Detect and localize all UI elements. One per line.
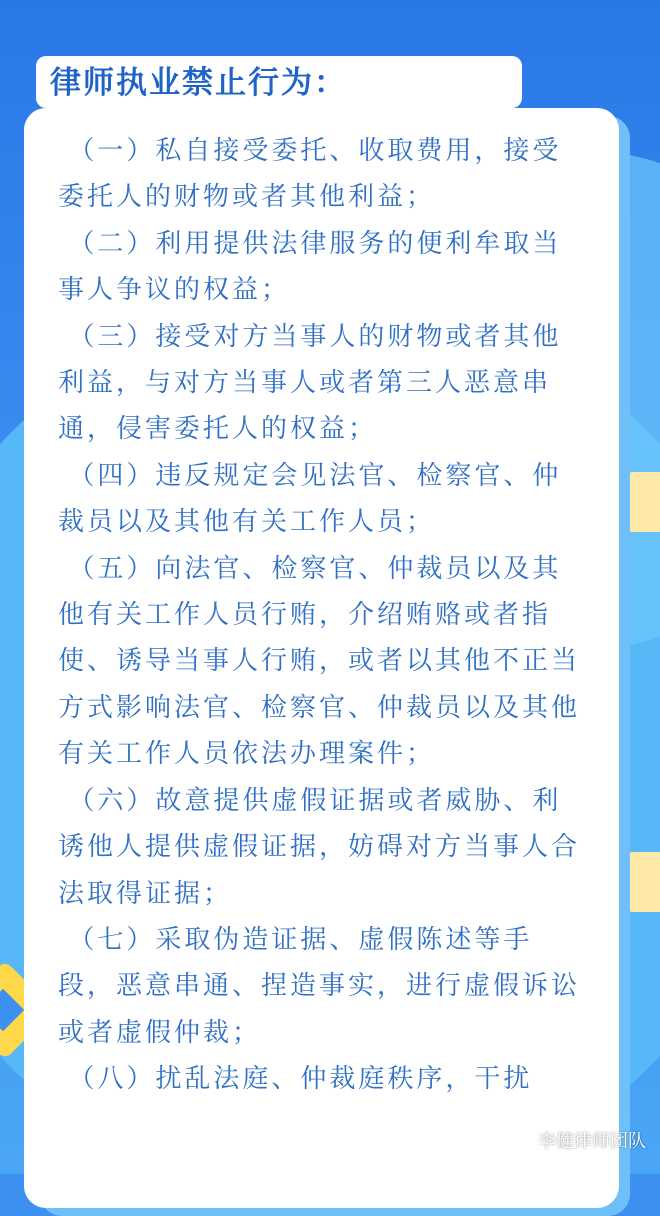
clause-7: （七）采取伪造证据、虚假陈述等手段，恶意串通、捏造事实，进行虚假诉讼或者虚假仲裁； <box>58 924 581 1048</box>
clause-1: （一）私自接受委托、收取费用，接受委托人的财物或者其他利益； <box>58 136 562 213</box>
clause-5: （五）向法官、检察官、仲裁员以及其他有关工作人员行贿，介绍贿赂或者指使、诱导当事人行贿，或者以其他不正当方式影响法官、检察官、仲裁员以及其他有关工作人员依法办理案件； <box>58 553 581 770</box>
clause-8: （八）扰乱法庭、仲裁庭秩序，干扰 <box>68 1064 533 1095</box>
watermark <box>512 1127 646 1153</box>
clause-6: （六）故意提供虚假证据或者威胁、利诱他人提供虚假证据，妨碍对方当事人合法取得证据； <box>58 785 581 909</box>
page-title: 律师执业禁止行为： <box>50 65 347 101</box>
clause-3: （三）接受对方当事人的财物或者其他利益，与对方当事人或者第三人恶意串通，侵害委托人的权益； <box>58 321 562 445</box>
clause-2: （二）利用提供法律服务的便利牟取当事人争议的权益； <box>58 228 562 306</box>
watermark-text: 李健律师团队 <box>538 1131 646 1152</box>
clause-4: （四）违反规定会见法官、检察官、仲裁员以及其他有关工作人员； <box>58 460 562 538</box>
clause-list <box>58 128 588 1103</box>
wechat-icon <box>512 1131 534 1149</box>
